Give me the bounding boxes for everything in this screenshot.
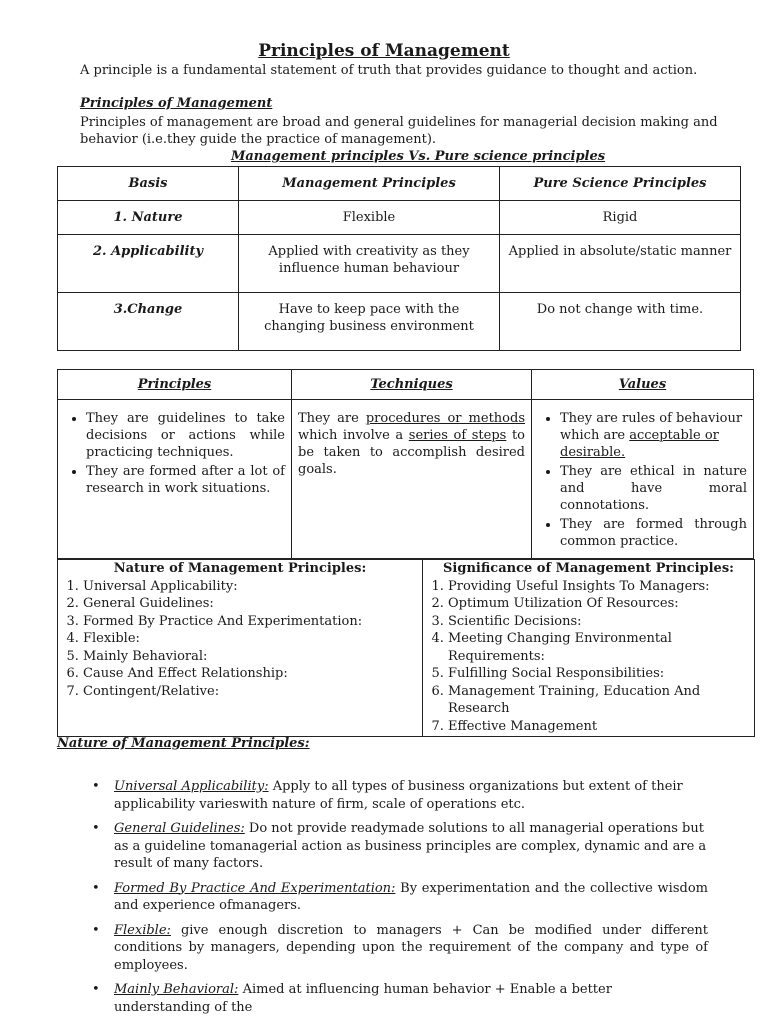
list-item: • They are formed through common practice. bbox=[560, 516, 747, 550]
comparison-caption: Management principles Vs. Pure science principles bbox=[230, 149, 606, 164]
nature-description: Apply to all types of business organizations but extent of their applicability varieswith nature of firm, scale of operations etc. bbox=[114, 779, 683, 812]
table-row bbox=[58, 235, 741, 293]
principles-techniques-values-table bbox=[57, 369, 754, 559]
techniques-underlined-text: procedures or methods bbox=[365, 411, 525, 426]
values-text: They are rules of behaviour which are bbox=[560, 411, 743, 443]
row-basis: 3.Change bbox=[58, 293, 239, 351]
list-item: • They are guidelines to take decisions or actions while practicing techniques. bbox=[86, 410, 285, 461]
list-item: • They are ethical in nature and have moral connotations. bbox=[560, 463, 747, 514]
significance-cell bbox=[423, 560, 755, 737]
nature-list bbox=[92, 778, 708, 1023]
values-underlined-text: acceptable or desirable. bbox=[560, 428, 719, 460]
principles-cell bbox=[58, 400, 292, 559]
column-header-basis: Basis bbox=[58, 167, 239, 201]
list-item: 1. Providing Useful Insights To Managers: bbox=[448, 578, 748, 596]
column-header-management: Management Principles bbox=[239, 167, 500, 201]
table-header-row bbox=[58, 370, 754, 400]
list-item bbox=[560, 410, 747, 461]
list-item: 7. Effective Management bbox=[448, 718, 748, 736]
list-item: 5. Fulfilling Social Responsibilities: bbox=[448, 665, 748, 683]
list-item: 6. Cause And Effect Relationship: bbox=[83, 665, 416, 683]
list-item: 6. Management Training, Education And Research bbox=[448, 683, 748, 718]
list-item bbox=[92, 880, 708, 915]
nature-significance-table bbox=[57, 559, 755, 737]
bullet-icon: • bbox=[92, 922, 100, 938]
row-management: Have to keep pace with the changing business environment bbox=[239, 293, 500, 351]
column-header-science: Pure Science Principles bbox=[500, 167, 741, 201]
row-science: Do not change with time. bbox=[500, 293, 741, 351]
row-management: Applied with creativity as they influence human behaviour bbox=[239, 235, 500, 293]
list-item bbox=[92, 922, 708, 975]
nature-description: By experimentation and the collective wisdom and experience ofmanagers. bbox=[114, 880, 708, 913]
bullet-icon: • bbox=[92, 779, 100, 794]
section-heading-principles: Principles of Management bbox=[80, 96, 273, 111]
table-row bbox=[58, 560, 755, 737]
techniques-text: which involve a bbox=[298, 428, 409, 443]
nature-description: give enough discretion to managers + Can be modified under different conditions by managers, depending upon the requirement of the company and type of employees. bbox=[114, 922, 708, 973]
nature-term: Formed By Practice And Experimentation: bbox=[114, 880, 396, 896]
table-header-row bbox=[58, 167, 741, 201]
list-item: 7. Contingent/Relative: bbox=[83, 683, 416, 701]
list-item bbox=[92, 981, 708, 1016]
nature-title: Nature of Management Principles: bbox=[113, 561, 367, 576]
row-basis: 2. Applicability bbox=[58, 235, 239, 293]
list-item: 2. Optimum Utilization Of Resources: bbox=[448, 595, 748, 613]
values-cell bbox=[532, 400, 754, 559]
techniques-text: to be taken to accomplish desired goals. bbox=[298, 428, 526, 477]
nature-description: Do not provide readymade solutions to all managerial operations but as a guideline tomanagerial action as business principles are complex, dynamic and are a result of many factors. bbox=[114, 821, 707, 871]
list-item: 4. Flexible: bbox=[83, 630, 416, 648]
nature-term: Flexible: bbox=[114, 922, 171, 938]
list-item: 5. Mainly Behavioral: bbox=[83, 648, 416, 666]
table-row bbox=[58, 293, 741, 351]
table-row bbox=[58, 201, 741, 235]
principles-definition: Principles of management are broad and general guidelines for managerial decision making and behavior (i.e.they guide the practice of management). bbox=[80, 115, 718, 147]
nature-term: Universal Applicability: bbox=[114, 779, 269, 794]
row-management: Flexible bbox=[239, 201, 500, 235]
nature-description: Aimed at influencing human behavior + Enable a better understanding of the bbox=[114, 982, 612, 1015]
page-title: Principles of Management bbox=[258, 41, 510, 61]
comparison-table bbox=[57, 166, 741, 351]
column-header-principles: Principles bbox=[58, 370, 292, 400]
bullet-icon: • bbox=[92, 880, 100, 896]
row-science: Rigid bbox=[500, 201, 741, 235]
techniques-text: They are bbox=[298, 411, 366, 426]
row-basis: 1. Nature bbox=[58, 201, 239, 235]
list-item: 4. Meeting Changing Environmental Requirements: bbox=[448, 630, 748, 665]
list-item: 2. General Guidelines: bbox=[83, 595, 416, 613]
nature-cell bbox=[58, 560, 423, 737]
column-header-values: Values bbox=[532, 370, 754, 400]
list-item: 3. Scientific Decisions: bbox=[448, 613, 748, 631]
significance-title: Significance of Management Principles: bbox=[443, 561, 734, 576]
bullet-icon: • bbox=[92, 821, 100, 836]
techniques-cell bbox=[292, 400, 532, 559]
nature-term: Mainly Behavioral: bbox=[114, 982, 239, 997]
bullet-icon: • bbox=[92, 982, 100, 997]
list-item bbox=[92, 820, 708, 873]
list-item: 1. Universal Applicability: bbox=[83, 578, 416, 596]
nature-term: General Guidelines: bbox=[114, 821, 245, 836]
list-item bbox=[92, 778, 708, 813]
list-item: 3. Formed By Practice And Experimentation: bbox=[83, 613, 416, 631]
table-row bbox=[58, 400, 754, 559]
intro-text: A principle is a fundamental statement of truth that provides guidance to thought and action. bbox=[80, 63, 698, 78]
section-heading-nature: Nature of Management Principles: bbox=[57, 736, 310, 751]
list-item: • They are formed after a lot of research in work situations. bbox=[86, 463, 285, 497]
techniques-underlined-text: series of steps bbox=[408, 428, 507, 443]
row-science: Applied in absolute/static manner bbox=[500, 235, 741, 293]
column-header-techniques: Techniques bbox=[292, 370, 532, 400]
